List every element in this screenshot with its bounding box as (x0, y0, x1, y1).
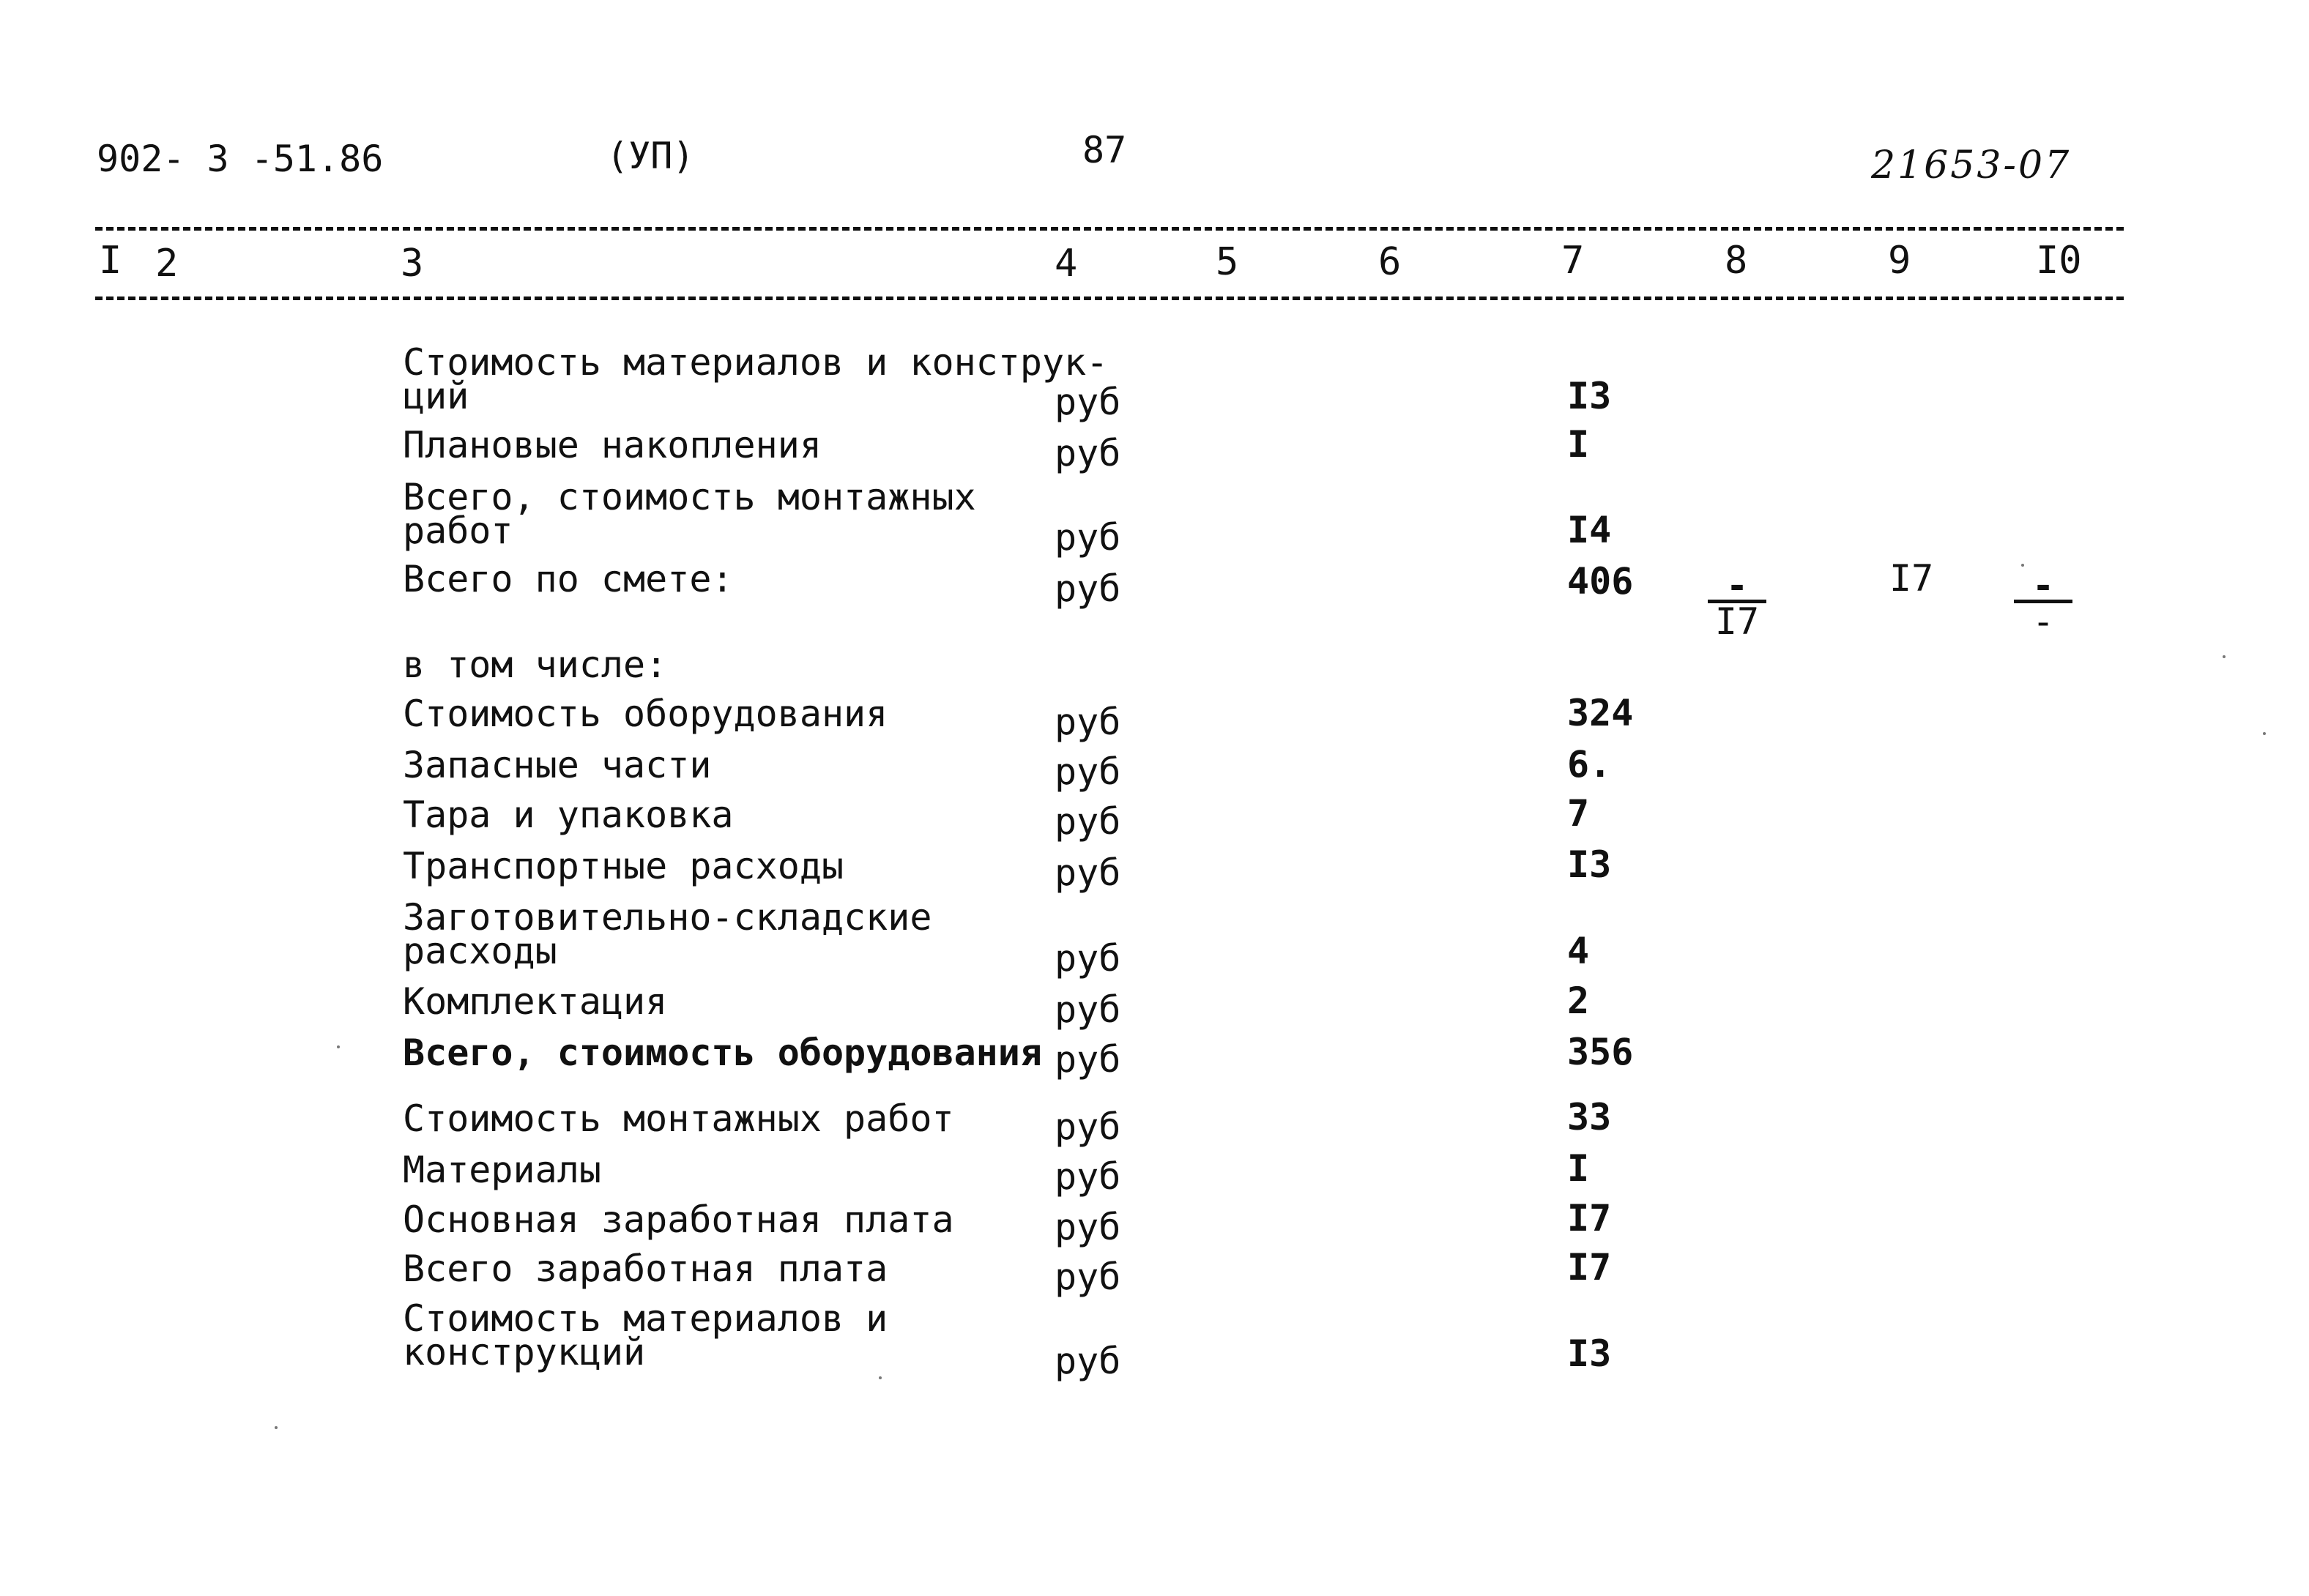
row-value: 406 (1567, 560, 1634, 603)
scan-speck (879, 1376, 882, 1379)
col-num-9: 9 (1888, 239, 1911, 283)
row-description: Заготовительно-складские расходы (403, 896, 932, 972)
row-unit: руб (1055, 1340, 1121, 1382)
section-subheading: в том числе: (403, 644, 668, 686)
col8-fraction-bottom: I7 (1714, 600, 1760, 643)
row-unit: руб (1055, 1038, 1121, 1081)
row-unit: руб (1055, 381, 1121, 423)
row-description: Всего, стоимость монтажных работ (403, 476, 976, 552)
col10-fraction-top: - (2014, 575, 2072, 603)
row-unit: руб (1055, 750, 1121, 793)
col9-value: I7 (1889, 557, 1934, 600)
row-value: 356 (1567, 1031, 1634, 1073)
scan-speck (2263, 732, 2266, 735)
row-unit: руб (1055, 1206, 1121, 1248)
row-description: Стоимость материалов и конструк- ций (403, 341, 1109, 417)
row-value: I7 (1567, 1197, 1612, 1239)
col10-fraction (2014, 564, 2072, 643)
col-num-10: I0 (2036, 239, 2082, 283)
row-value: 4 (1567, 930, 1590, 972)
row-unit: руб (1055, 937, 1121, 980)
section-label: (УП) (606, 135, 695, 177)
row-unit: руб (1055, 1155, 1121, 1198)
inventory-stamp: 21653-07 (1871, 143, 2072, 187)
row-value: I3 (1567, 843, 1612, 886)
row-description: Стоимость оборудования (403, 693, 888, 735)
col-num-2: 2 (155, 242, 179, 286)
row-description: Запасные части (403, 744, 712, 786)
row-value: I7 (1567, 1246, 1612, 1289)
col-num-3: 3 (401, 242, 424, 286)
row-unit: руб (1055, 432, 1121, 474)
row-description: Транспортные расходы (403, 845, 844, 887)
col-num-4: 4 (1055, 242, 1078, 286)
header-top-rule (95, 227, 2124, 231)
col8-fraction (1708, 564, 1766, 643)
row-description: Всего по смете: (403, 558, 734, 600)
scan-speck (275, 1426, 278, 1429)
row-description: Стоимость монтажных работ (403, 1097, 954, 1140)
scan-speck (2021, 564, 2024, 567)
row-description: Плановые накопления (403, 424, 822, 466)
document-code: 902- 3 -51.86 (97, 138, 384, 180)
row-unit: руб (1055, 988, 1121, 1031)
col-num-8: 8 (1725, 239, 1748, 283)
row-unit: руб (1055, 701, 1121, 743)
row-description: Материалы (403, 1149, 601, 1191)
col-num-5: 5 (1216, 240, 1239, 284)
row-value: 2 (1567, 980, 1590, 1022)
row-description: Всего, стоимость оборудования (403, 1032, 1042, 1074)
row-unit: руб (1055, 1105, 1121, 1148)
col10-fraction-bottom: - (2031, 600, 2055, 643)
row-description: Стоимость материалов и конструкций (403, 1297, 888, 1373)
col8-fraction-top: - (1708, 575, 1766, 603)
col-num-1: I (99, 239, 122, 283)
row-value: I (1567, 1147, 1590, 1190)
row-value: 7 (1567, 792, 1590, 835)
row-description: Основная заработная плата (403, 1198, 954, 1241)
row-value: I (1567, 423, 1590, 466)
row-value: 33 (1567, 1096, 1612, 1138)
row-value: I4 (1567, 509, 1612, 551)
row-value: 6. (1567, 743, 1612, 786)
col-num-7: 7 (1561, 239, 1585, 283)
row-unit: руб (1055, 1256, 1121, 1298)
row-description: Тара и упаковка (403, 794, 734, 836)
row-value: 324 (1567, 692, 1634, 734)
scan-speck (2223, 655, 2226, 658)
row-unit: руб (1055, 800, 1121, 843)
row-unit: руб (1055, 516, 1121, 559)
header-bottom-rule (95, 297, 2124, 300)
page-number: 87 (1082, 129, 1127, 171)
row-description: Всего заработная плата (403, 1248, 888, 1290)
row-description: Комплектация (403, 980, 668, 1023)
row-unit: руб (1055, 567, 1121, 610)
row-value: I3 (1567, 1332, 1612, 1375)
scan-speck (337, 1045, 340, 1048)
col-num-6: 6 (1378, 240, 1402, 284)
row-unit: руб (1055, 851, 1121, 894)
row-value: I3 (1567, 375, 1612, 417)
